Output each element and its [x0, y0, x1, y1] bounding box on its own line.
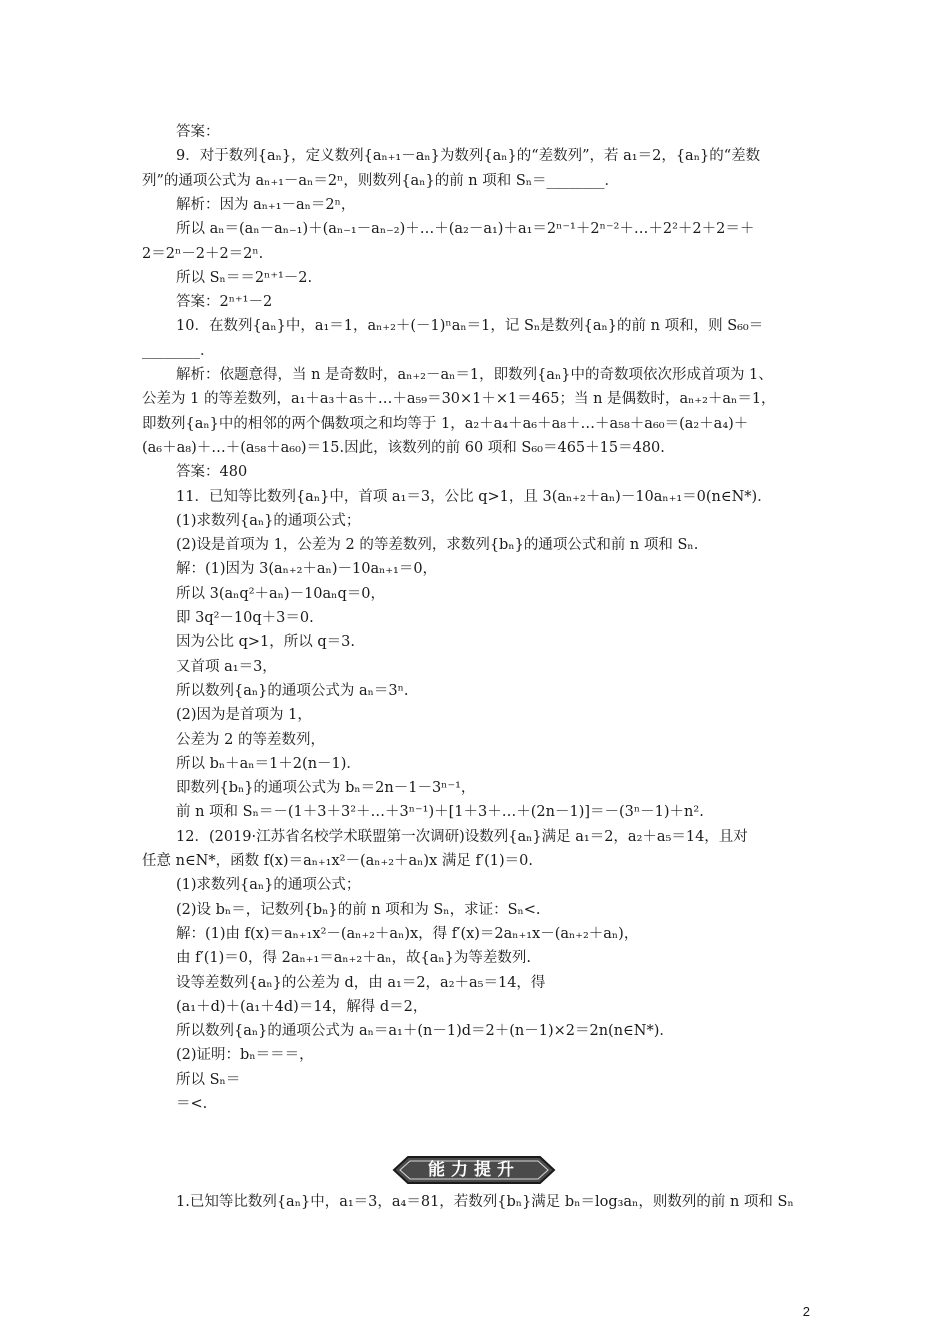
text-line: 列”的通项公式为 aₙ₊₁－aₙ＝2ⁿ，则数列{aₙ}的前 n 项和 Sₙ＝________． [142, 172, 620, 189]
text-line: ＝<. [176, 1096, 208, 1112]
text-line: (2)因为是首项为 1， [176, 707, 312, 724]
text-line: 2＝2ⁿ－2＋2＝2ⁿ. [142, 245, 264, 262]
text-line: 所以 bₙ＋aₙ＝1＋2(n－1)． [176, 755, 361, 772]
text-line: 所以数列{aₙ}的通项公式为 aₙ＝3ⁿ. [176, 682, 409, 699]
text-line: 答案：480 [176, 464, 248, 481]
text-line: 解：(1)因为 3(aₙ₊₂＋aₙ)－10aₙ₊₁＝0， [176, 561, 438, 578]
page-number: 2 [802, 1304, 810, 1319]
text-line: 公差为 2 的等差数列， [176, 731, 325, 748]
text-line: 所以 Sₙ＝＝2ⁿ⁺¹－2. [176, 269, 313, 286]
text-line: 由 f′(1)＝0，得 2aₙ₊₁＝aₙ₊₂＋aₙ，故{aₙ}为等差数列. [176, 950, 532, 967]
text-line: 所以 3(aₙq²＋aₙ)－10aₙq＝0， [176, 585, 385, 602]
text-line: 所以 aₙ＝(aₙ－aₙ₋₁)＋(aₙ₋₁－aₙ₋₂)＋…＋(a₂－a₁)＋a₁＝2ⁿ⁻¹＋2ⁿ⁻²＋…＋2²＋2＋2＝＋ [176, 221, 755, 238]
text-line: 答案： [176, 124, 220, 140]
text-line: (2)证明：bₙ＝＝＝， [176, 1047, 314, 1064]
text-line: 12．(2019·江苏省名校学术联盟第一次调研)设数列{aₙ}满足 a₁＝2，a₂＋a₅＝14，且对 [176, 828, 748, 845]
text-line: 所以数列{aₙ}的通项公式为 aₙ＝a₁＋(n－1)d＝2＋(n－1)×2＝2n(n∈N*)． [176, 1023, 674, 1040]
text-line: 9．对于数列{aₙ}，定义数列{aₙ₊₁－aₙ}为数列{aₙ}的“差数列”，若 a₁＝2，{aₙ}的“差数 [176, 148, 761, 165]
text-line: 设等差数列{aₙ}的公差为 d，由 a₁＝2，a₂＋a₅＝14，得 [176, 974, 546, 991]
text-line: 答案：2ⁿ⁺¹－2 [176, 294, 273, 311]
text-line: (1)求数列{aₙ}的通项公式； [176, 877, 361, 894]
text-line: 11．已知等比数列{aₙ}中，首项 a₁＝3，公比 q>1，且 3(aₙ₊₂＋aₙ)－10aₙ₊₁＝0(n∈N*)． [176, 488, 772, 505]
text-line: (a₁＋d)＋(a₁＋4d)＝14，解得 d＝2， [176, 998, 428, 1015]
text-line: 即 3q²－10q＋3＝0. [176, 610, 314, 626]
text-line: 因为公比 q>1，所以 q＝3. [176, 634, 355, 651]
text-line: 即数列{bₙ}的通项公式为 bₙ＝2n－1－3ⁿ⁻¹， [176, 780, 476, 797]
text-line: 即数列{aₙ}中的相邻的两个偶数项之和均等于 1，a₂＋a₄＋a₆＋a₈＋…＋a₅₈＋a₆₀＝(a₂＋a₄)＋ [142, 415, 749, 432]
text-line: ________． [142, 342, 215, 359]
exercise-1-text: 1.已知等比数列{aₙ}中，a₁＝3，a₄＝81，若数列{bₙ}满足 bₙ＝log₃aₙ，则数列的前 n 项和 Sₙ [176, 1194, 794, 1210]
text-line: 解析：依题意得，当 n 是奇数时，aₙ₊₂－aₙ＝1，即数列{aₙ}中的奇数项依次形成首项为 1、 [176, 367, 773, 383]
text-line: 10．在数列{aₙ}中，a₁＝1，aₙ₊₂＋(－1)ⁿaₙ＝1，记 Sₙ是数列{aₙ}的前 n 项和，则 S₆₀＝ [176, 318, 764, 335]
text-line: 公差为 1 的等差数列，a₁＋a₃＋a₅＋…＋a₅₉＝30×1＋×1＝465；当 n 是偶数时，aₙ₊₂＋aₙ＝1， [142, 391, 776, 408]
text-line: (2)设是首项为 1，公差为 2 的等差数列，求数列{bₙ}的通项公式和前 n 项和 Sₙ. [176, 537, 699, 554]
text-line: (2)设 bₙ＝，记数列{bₙ}的前 n 项和为 Sₙ，求证：Sₙ<. [176, 901, 541, 918]
text-line: 所以 Sₙ＝ [176, 1071, 241, 1088]
section-badge [390, 1155, 558, 1185]
text-line: 前 n 项和 Sₙ＝－(1＋3＋3²＋…＋3ⁿ⁻¹)＋[1＋3＋…＋(2n－1)]＝－(3ⁿ－1)＋n². [176, 804, 704, 821]
section-badge-label: 能力提升 [428, 1160, 520, 1180]
text-line: 解：(1)由 f(x)＝aₙ₊₁x²－(aₙ₊₂＋aₙ)x，得 f′(x)＝2aₙ₊₁x－(aₙ₊₂＋aₙ)， [176, 925, 639, 942]
text-line: 任意 n∈N*，函数 f(x)＝aₙ₊₁x²－(aₙ₊₂＋aₙ)x 满足 f′(1)＝0. [142, 853, 534, 869]
text-line: (a₆＋a₈)＋…＋(a₅₈＋a₆₀)＝15.因此，该数列的前 60 项和 S₆₀＝465＋15＝480. [142, 439, 665, 456]
text-line: (1)求数列{aₙ}的通项公式； [176, 512, 361, 529]
text-line: 又首项 a₁＝3， [176, 658, 277, 675]
text-line: 解析：因为 aₙ₊₁－aₙ＝2ⁿ， [176, 196, 356, 213]
